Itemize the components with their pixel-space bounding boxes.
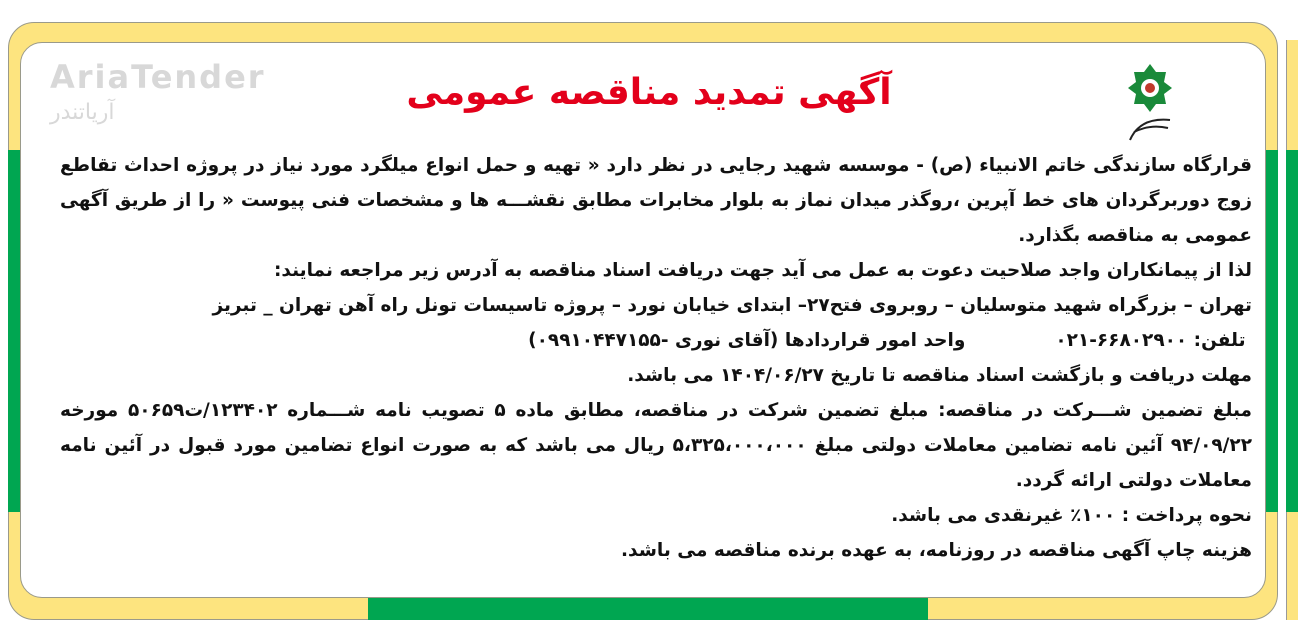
- contracts-unit: واحد امور قراردادها (آقای نوری -۰۹۹۱۰۴۴۷۱۵۵): [528, 330, 966, 351]
- notice-title: آگهی تمدید مناقصه عمومی: [406, 72, 892, 113]
- deadline-line: مهلت دریافت و بازگشت اسناد مناقصه تا تاریخ ۱۴۰۴/۰۶/۲۷ می باشد.: [627, 365, 1252, 386]
- intro-paragraph: قرارگاه سازندگی خاتم الانبیاء (ص) - موسسه شهید رجایی در نظر دارد « تهیه و حمل انواع میلگرد مورد نیاز در پروژه احداث تقاطع زوج دوربرگردان های خط آپرین ،روگذر میدان نماز به بلوار مخابرات مطابق نقشـــه ها و مشخصات فنی پیوست « را از طریق آگهی عمومی به مناقصه بگذارد.: [60, 155, 1252, 246]
- guarantee-paragraph: مبلغ تضمین شـــرکت در مناقصه: مبلغ تضمین شرکت در مناقصه، مطابق ماده ۵ تصویب نامه شـــماره ۱۲۳۴۰۲/ت۵۰۶۵۹ مورخه ۹۴/۰۹/۲۲ آئین نامه تضامین معاملات دولتی مبلغ ۵،۳۲۵،۰۰۰،۰۰۰ ریال می باشد که به صورت انواع تضامین مورد قبول در آئین نامه معاملات دولتی ارائه گردد.: [60, 400, 1252, 491]
- watermark: AriaTender: [50, 58, 266, 96]
- invitation-paragraph: لذا از پیمانکاران واجد صلاحیت دعوت به عمل می آید جهت دریافت اسناد مناقصه به آدرس زیر مراجعه نمایند:: [274, 260, 1252, 281]
- adjacent-frame-green: [1286, 150, 1298, 512]
- watermark-persian: آریاتندر: [50, 100, 115, 125]
- notice-body: [60, 148, 1252, 568]
- address-line: تهران – بزرگراه شهید متوسلیان – روبروی فتح۲۷– ابتدای خیابان نورد – پروژه تاسیسات تونل راه آهن تهران _ تبریز: [212, 295, 1252, 316]
- frame-green-right: [1265, 150, 1278, 512]
- contact-line: [60, 323, 1252, 358]
- phone-number: تلفن: ۶۶۸۰۲۹۰۰-۰۲۱: [1055, 330, 1246, 351]
- frame-green-bottom: [368, 598, 928, 620]
- payment-line: نحوه پرداخت : ۱۰۰٪ غیرنقدی می باشد.: [891, 505, 1252, 526]
- cost-line: هزینه چاپ آگهی مناقصه در روزنامه، به عهده برنده مناقصه می باشد.: [621, 540, 1252, 561]
